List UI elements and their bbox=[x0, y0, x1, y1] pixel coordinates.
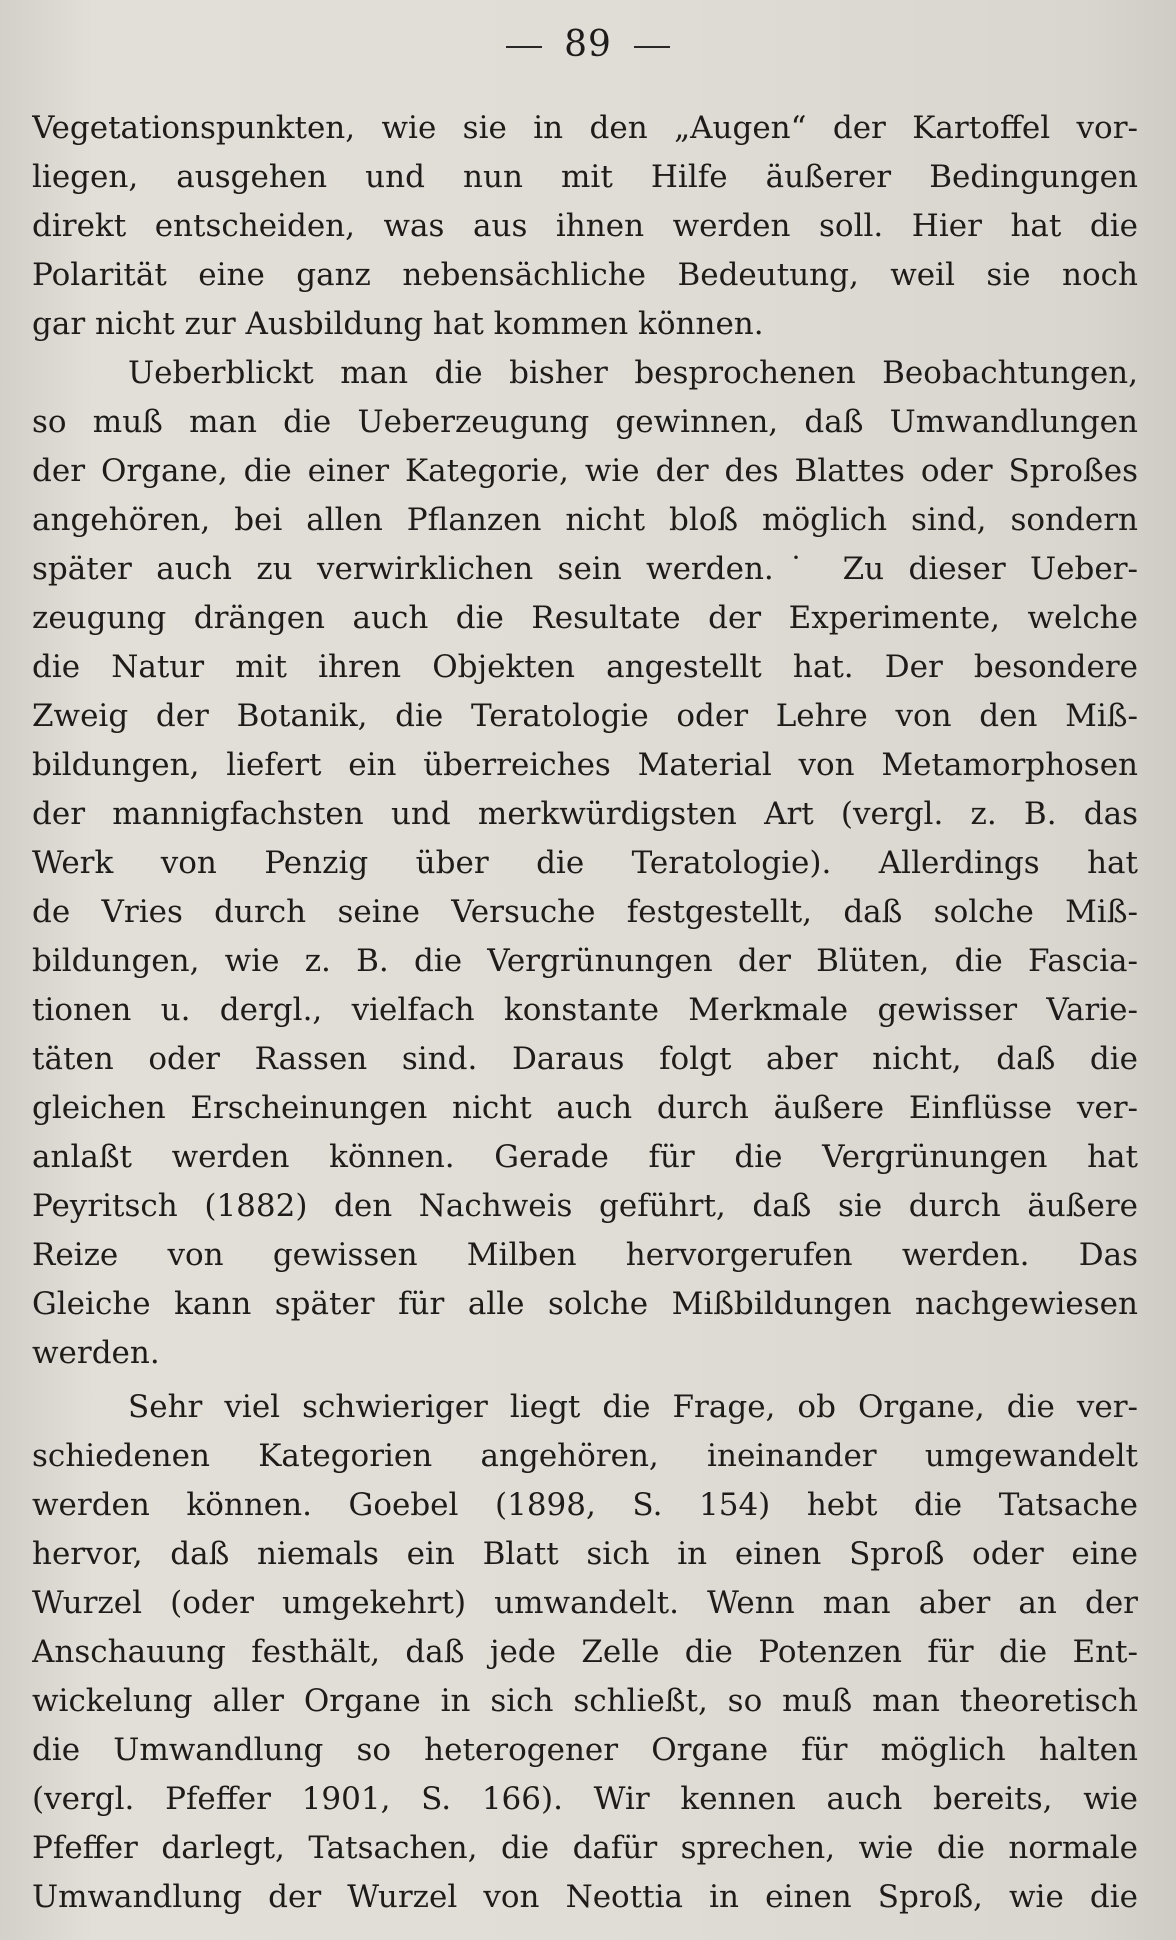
text-line: Vegetationspunkten, wie sie in den „Augen“ der Kartoffel vor- bbox=[32, 110, 1138, 146]
text-line: hervor, daß niemals ein Blatt sich in einen Sproß oder eine bbox=[32, 1536, 1138, 1572]
text-line: Peyritsch (1882) den Nachweis geführt, daß sie durch äußere bbox=[32, 1188, 1138, 1224]
page-number: 89 bbox=[564, 24, 612, 65]
text-line: Umwandlung der Wurzel von Neottia in einen Sproß, wie die bbox=[32, 1879, 1138, 1915]
text-line: Polarität eine ganz nebensächliche Bedeutung, weil sie noch bbox=[32, 257, 1138, 293]
text-line: die Natur mit ihren Objekten angestellt hat. Der besondere bbox=[32, 649, 1138, 685]
text-line: später auch zu verwirklichen sein werden.˙ Zu dieser Ueber- bbox=[32, 551, 1138, 587]
text-line: Anschauung festhält, daß jede Zelle die Potenzen für die Ent- bbox=[32, 1634, 1138, 1670]
left-dash bbox=[506, 46, 542, 48]
text-line: liegen, ausgehen und nun mit Hilfe äußerer Bedingungen bbox=[32, 159, 1138, 195]
text-line: Sehr viel schwieriger liegt die Frage, ob Organe, die ver- bbox=[128, 1389, 1138, 1425]
text-line: werden. bbox=[32, 1335, 160, 1371]
paragraph-1 bbox=[32, 104, 1138, 349]
text-line: gar nicht zur Ausbildung hat kommen können. bbox=[32, 306, 764, 342]
text-line: Gleiche kann später für alle solche Mißbildungen nachgewiesen bbox=[32, 1286, 1138, 1322]
paragraph-2 bbox=[32, 349, 1138, 1378]
text-line: täten oder Rassen sind. Daraus folgt aber nicht, daß die bbox=[32, 1041, 1138, 1077]
text-line: Zweig der Botanik, die Teratologie oder Lehre von den Miß- bbox=[32, 698, 1138, 734]
text-line: schiedenen Kategorien angehören, ineinander umgewandelt bbox=[32, 1438, 1138, 1474]
text-line: der mannigfachsten und merkwürdigsten Art (vergl. z. B. das bbox=[32, 796, 1138, 832]
text-line: Reize von gewissen Milben hervorgerufen werden. Das bbox=[32, 1237, 1138, 1273]
right-dash bbox=[634, 46, 670, 48]
text-line: zeugung drängen auch die Resultate der Experimente, welche bbox=[32, 600, 1138, 636]
text-line: der Organe, die einer Kategorie, wie der des Blattes oder Sproßes bbox=[32, 453, 1138, 489]
text-line: bildungen, liefert ein überreiches Material von Metamorphosen bbox=[32, 747, 1138, 783]
text-line: werden können. Goebel (1898, S. 154) hebt die Tatsache bbox=[32, 1487, 1138, 1523]
text-line: Ueberblickt man die bisher besprochenen Beobachtungen, bbox=[128, 355, 1138, 391]
text-line: bildungen, wie z. B. die Vergrünungen der Blüten, die Fascia- bbox=[32, 943, 1138, 979]
paragraph-3 bbox=[32, 1383, 1138, 1922]
text-line: direkt entscheiden, was aus ihnen werden soll. Hier hat die bbox=[32, 208, 1138, 244]
text-line: wickelung aller Organe in sich schließt, so muß man theoretisch bbox=[32, 1683, 1138, 1719]
text-line: anlaßt werden können. Gerade für die Vergrünungen hat bbox=[32, 1139, 1138, 1175]
text-line: (vergl. Pfeffer 1901, S. 166). Wir kennen auch bereits, wie bbox=[32, 1781, 1138, 1817]
page-header bbox=[0, 24, 1176, 65]
text-line: Wurzel (oder umgekehrt) umwandelt. Wenn man aber an der bbox=[32, 1585, 1138, 1621]
text-line: so muß man die Ueberzeugung gewinnen, daß Umwandlungen bbox=[32, 404, 1138, 440]
text-line: Werk von Penzig über die Teratologie). Allerdings hat bbox=[32, 845, 1138, 881]
text-line: gleichen Erscheinungen nicht auch durch äußere Einflüsse ver- bbox=[32, 1090, 1138, 1126]
text-line: angehören, bei allen Pflanzen nicht bloß möglich sind, sondern bbox=[32, 502, 1138, 538]
text-line: Pfeffer darlegt, Tatsachen, die dafür sprechen, wie die normale bbox=[32, 1830, 1138, 1866]
text-line: de Vries durch seine Versuche festgestellt, daß solche Miß- bbox=[32, 894, 1138, 930]
text-line: tionen u. dergl., vielfach konstante Merkmale gewisser Varie- bbox=[32, 992, 1138, 1028]
text-line: die Umwandlung so heterogener Organe für möglich halten bbox=[32, 1732, 1138, 1768]
